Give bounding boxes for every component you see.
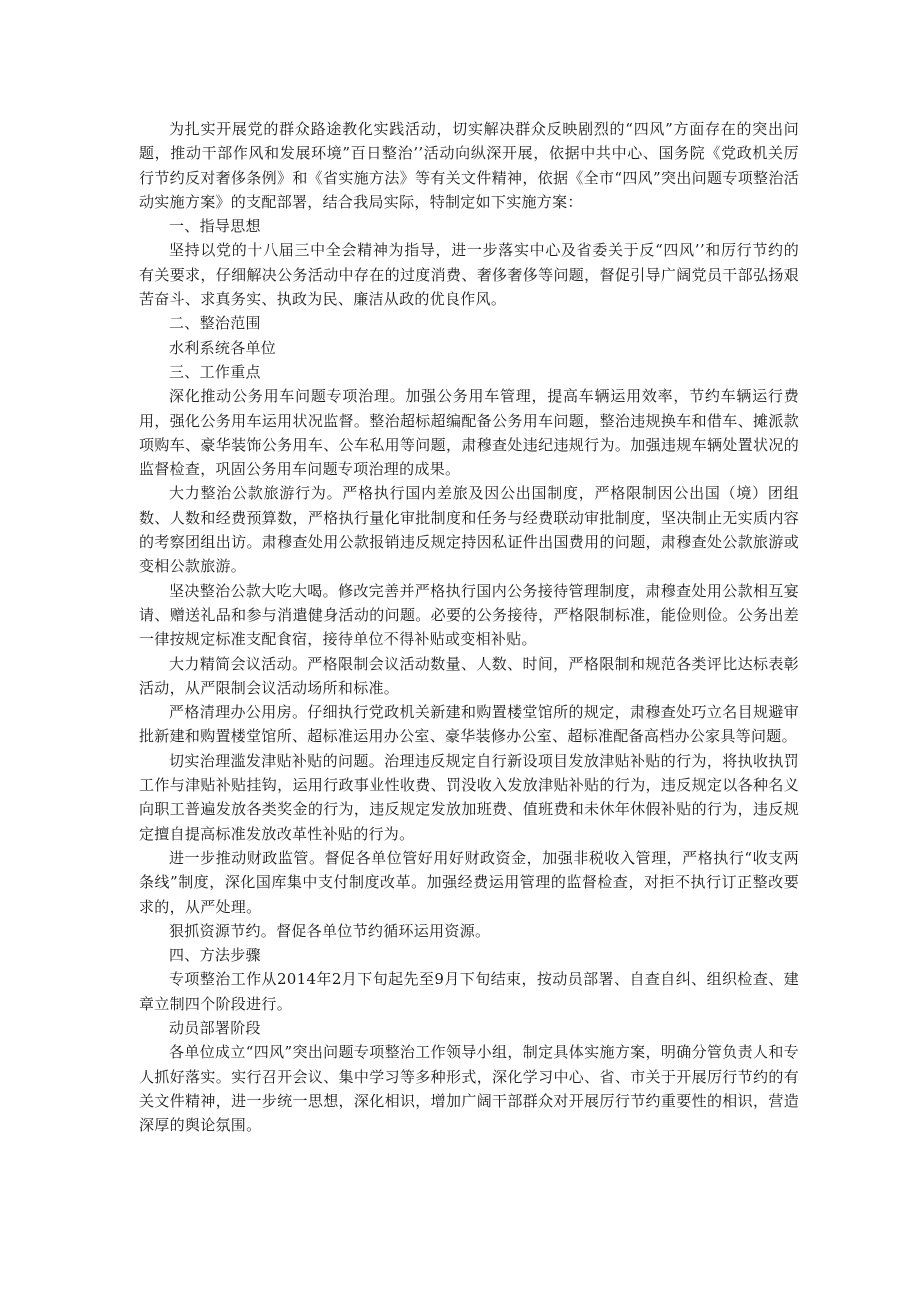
- schedule-paragraph: 专项整治工作从2014年2月下旬起先至9月下旬结束，按动员部署、自查自纠、组织检查、建章立制四个阶段进行。: [139, 970, 799, 1013]
- meetings-paragraph: 大力精简会议活动。严格限制会议活动数量、人数、时间，严格限制和规范各类评比达标表彰活动，从严限制会议活动场所和标准。: [139, 654, 799, 697]
- guiding-thought-paragraph: 坚持以党的十八届三中全会精神为指导，进一步落实中心及省委关于反“四风’’和厉行节约的有关要求，仔细解决公务活动中存在的过度消费、奢侈奢侈等问题，督促引导广阔党员干部弘扬艰苦奋斗、求真务实、执政为民、廉洁从政的优良作风。: [139, 241, 799, 309]
- document-body: [139, 117, 799, 1137]
- office-space-paragraph: 严格清理办公用房。仔细执行党政机关新建和购置楼堂馆所的规定，肃穆查处巧立名目规避审批新建和购置楼堂馆所、超标准运用办公室、豪华装修办公室、超标准配备高档办公家具等问题。: [139, 703, 799, 746]
- resource-saving-paragraph: 狠抓资源节约。督促各单位节约循环运用资源。: [169, 921, 491, 940]
- fiscal-supervision-paragraph: 进一步推动财政监管。督促各单位管好用好财政资金，加强非税收入管理，严格执行“收支两条线”制度，深化国库集中支付制度改革。加强经费运用管理的监督检查，对拒不执行订正整改要求的，从严处理。: [139, 848, 799, 916]
- mobilization-paragraph: 各单位成立“四风”突出问题专项整治工作领导小组，制定具体实施方案，明确分管负责人和专人抓好落实。实行召开会议、集中学习等多种形式，深化学习中心、省、市关于开展厉行节约的有关文件精神，进一步统一思想，深化相识，增加广阔干部群众对开展厉行节约重要性的相识，营造深厚的舆论氛围。: [139, 1043, 799, 1135]
- section-heading-scope: 二、整治范围: [169, 314, 261, 333]
- official-car-paragraph: 深化推动公务用车问题专项治理。加强公务用车管理，提高车辆运用效率，节约车辆运行费用，强化公务用车运用状况监督。整治超标超编配备公务用车问题，整治违规换车和借车、摊派款项购车、豪华装饰公务用车、公车私用等问题，肃穆查处违纪违规行为。加强违规车辆处置状况的监督检查，巩固公务用车问题专项治理的成果。: [139, 387, 799, 479]
- section-heading-guiding-thought: 一、指导思想: [169, 217, 261, 236]
- section-heading-key-work: 三、工作重点: [169, 362, 261, 381]
- public-travel-paragraph: 大力整治公款旅游行为。严格执行国内差旅及因公出国制度，严格限制因公出国（境）团组数、人数和经费预算数，严格执行量化审批制度和任务与经费联动审批制度，坚决制止无实质内容的考察团组出访。肃穆查处用公款报销违反规定持因私证件出国费用的问题，肃穆查处公款旅游或变相公款旅游。: [139, 484, 799, 576]
- intro-paragraph: 为扎实开展党的群众路途教化实践活动，切实解决群众反映剧烈的“四风”方面存在的突出问题，推动干部作风和发展环境”百日整治’’活动向纵深开展，依据中共中心、国务院《党政机关厉行节约反对奢侈条例》和《省实施方法》等有关文件精神，依据《全市“四风”突出问题专项整治活动实施方案》的支配部署，结合我局实际，特制定如下实施方案：: [139, 120, 799, 211]
- section-heading-method-steps: 四、方法步骤: [169, 946, 261, 965]
- banquet-paragraph: 坚决整治公款大吃大喝。修改完善并严格执行国内公务接待管理制度，肃穆查处用公款相互宴请、赠送礼品和参与消遣健身活动的问题。必要的公务接待，严格限制标准，能俭则俭。公务出差一律按规定标准支配食宿，接待单位不得补贴或变相补贴。: [139, 581, 799, 649]
- scope-paragraph: 水利系统各单位: [169, 338, 277, 357]
- allowance-paragraph: 切实治理滥发津贴补贴的问题。治理违反规定自行新设项目发放津贴补贴的行为，将执收执罚工作与津贴补贴挂钩，运用行政事业性收费、罚没收入发放津贴补贴的行为，违反规定以各种名义向职工普遍发放各类奖金的行为，违反规定发放加班费、值班费和未休年休假补贴的行为，违反规定擅自提高标准发放改革性补贴的行为。: [139, 751, 799, 843]
- subheading-mobilization: 动员部署阶段: [169, 1018, 261, 1037]
